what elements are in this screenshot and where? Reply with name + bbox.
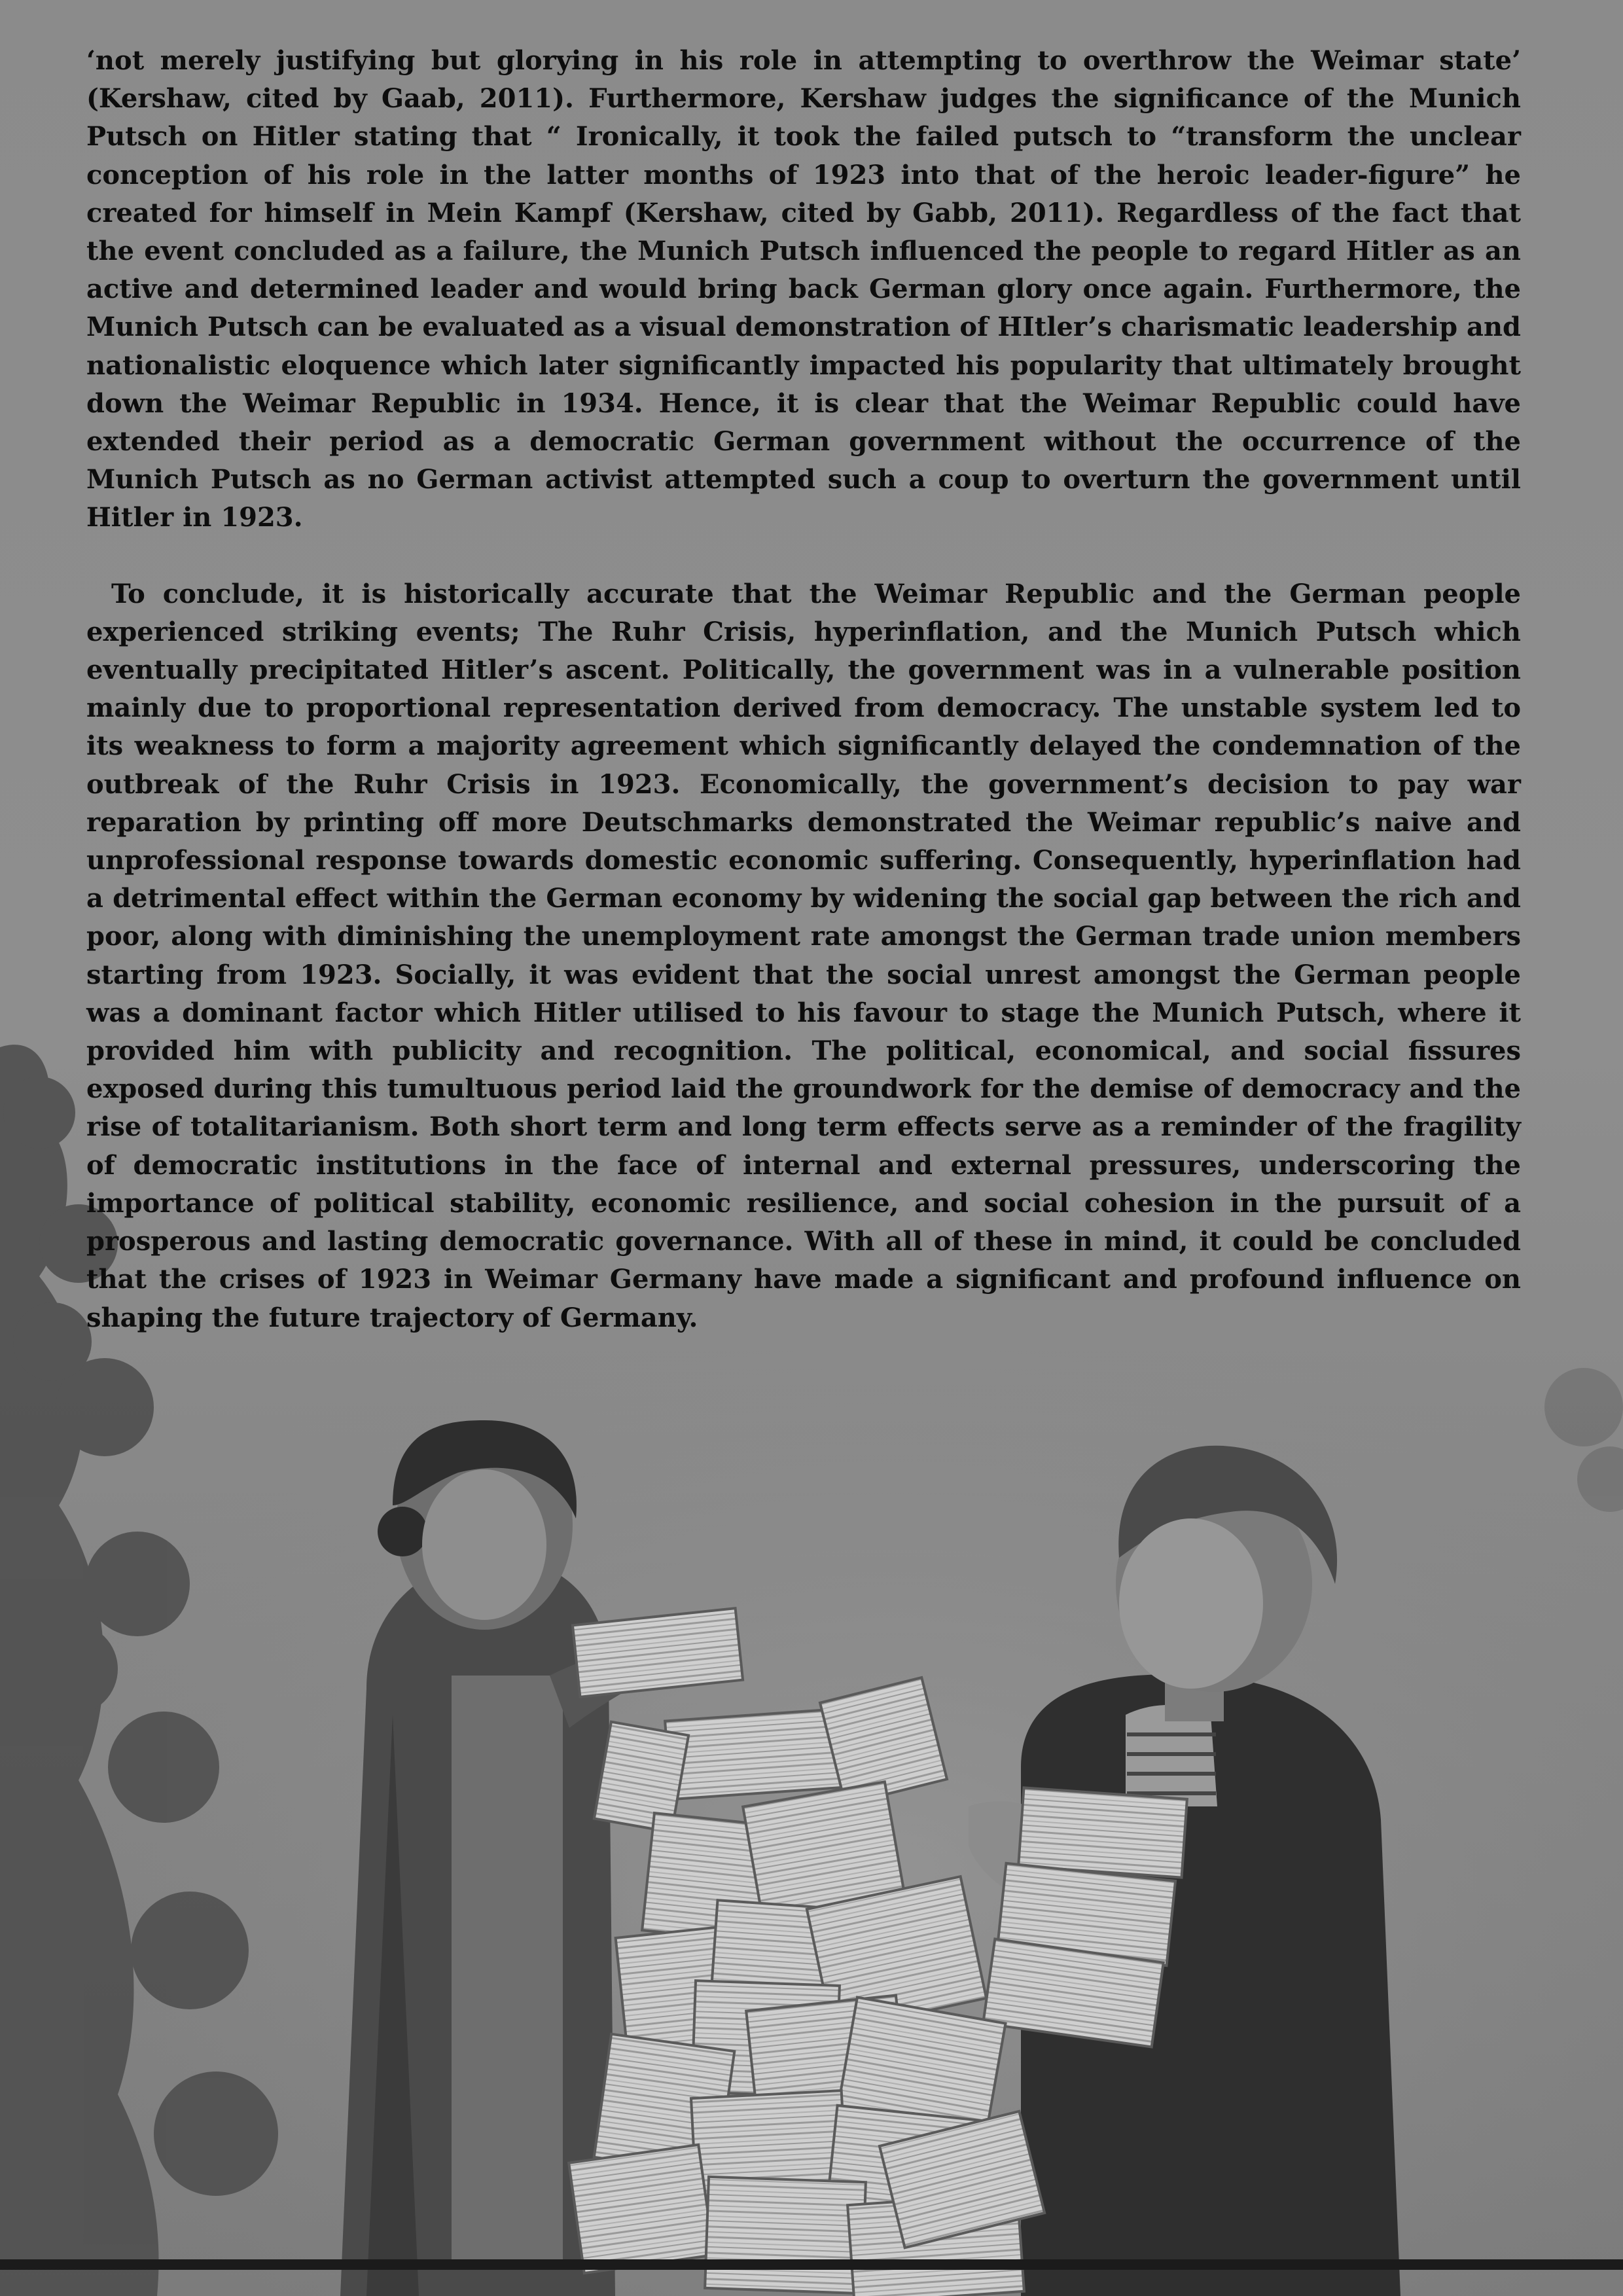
paragraph-conclusion-text: To conclude, it is historically accurate that the Weimar Republic and the German people experienced striking events; The Ruhr Crisis, hyperinflation, and the Munich Putsch which eventually precipitated Hitler’s ascent. Politically, the government was in a vulnerable position mainly due to proportional representation derived from democracy. The unstable system led to its weakness to form a majority agreement which significantly delayed the condemnation of the outbreak of the Ruhr Crisis in 1923. Economically, the government’s decision to pay war reparation by printing off more Deutschmarks demonstrated the Weimar republic’s naive and unprofessional response towards domestic economic suffering. Consequently, hyperinflation had a detrimental effect within the German economy by widening the social gap between the rich and poor, along with diminishing the unemployment rate amongst the German trade union members starting from 1923. Socially, it was evident that the social unrest amongst the German people was a dominant factor which Hitler utilised to his favour to stage the Munich Putsch, where it provided him with publicity and recognition. The political, economical, and social fissures exposed during this tumultuous period laid the groundwork for the demise of democracy and the rise of totalitarianism. Both short term and long term effects serve as a reminder of the fragility of democratic institutions in the face of internal and external pressures, underscoring the importance of political stability, economic resilience, and social cohesion in the pursuit of a prosperous and lasting democratic governance. With all of these in mind, it could be concluded that the crises of 1923 in Weimar Germany have made a significant and profound influence on shaping the future trajectory of Germany. (86, 578, 1521, 1333)
bottom-rule (0, 2259, 1623, 2270)
paragraph-conclusion (86, 575, 1521, 1337)
paragraph-munich-putsch: ‘not merely justifying but glorying in his role in attempting to overthrow the Weimar state’ (Kershaw, cited by Gaab, 2011). Furthermore, Kershaw judges the significance of the Munich Putsch on Hitler stating that “ Ironically, it took the failed putsch to “transform the unclear conception of his role in the latter months of 1923 into that of the heroic leader-figure” he created for himself in Mein Kampf (Kershaw, cited by Gabb, 2011). Regardless of the fact that the event concluded as a failure, the Munich Putsch influenced the people to regard Hitler as an active and determined leader and would bring back German glory once again. Furthermore, the Munich Putsch can be evaluated as a visual demonstration of HItler’s charismatic leadership and nationalistic eloquence which later significantly impacted his popularity that ultimately brought down the Weimar Republic in 1934. Hence, it is clear that the Weimar Republic could have extended their period as a democratic German government without the occurrence of the Munich Putsch as no German activist attempted such a coup to overturn the government until Hitler in 1923. (86, 45, 1521, 533)
body-text (86, 42, 1521, 1337)
